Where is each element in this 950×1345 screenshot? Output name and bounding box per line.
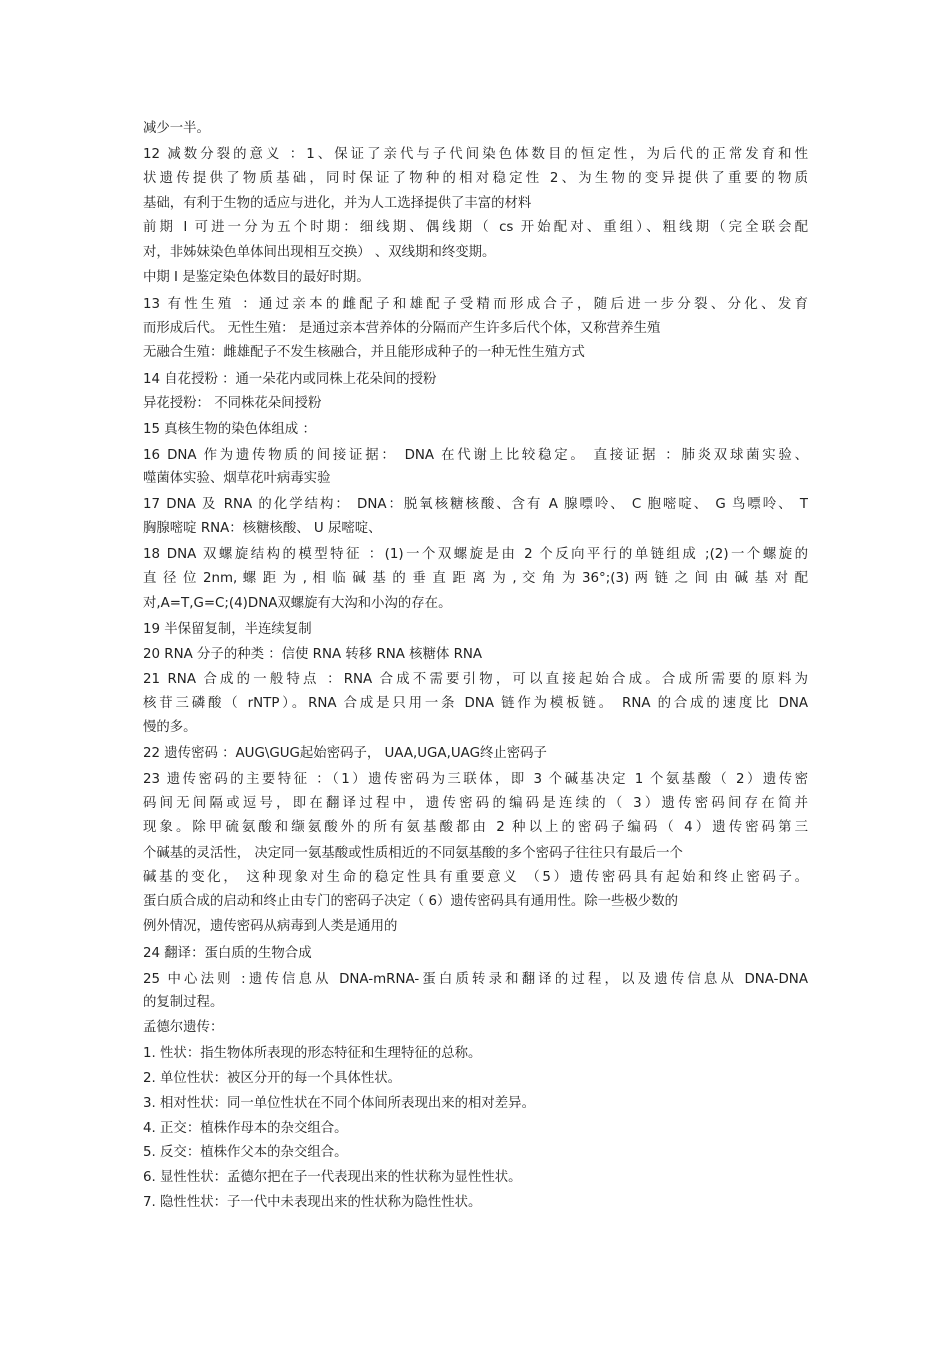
text-line: 例外情况，遗传密码从病毒到人类是通用的 — [143, 919, 398, 934]
text-line: 17 DNA 及 RNA 的化学结构： DNA：脱氧核糖核酸、含有 A 腺嘌呤、 C 胞嘧啶、 G 鸟嘌呤、 T — [143, 497, 808, 512]
text-line: 13 有性生殖 ：通过亲本的雌配子和雄配子受精而形成合子，随后进一步分裂、分化、发育 — [143, 297, 808, 312]
text-line: 21 RNA 合成的一般特点 ：RNA 合成不需要引物，可以直接起始合成。合成所需要的原料为 — [143, 672, 808, 687]
text-line: 噬菌体实验、烟草花叶病毒实验 — [143, 471, 331, 486]
text-line: 20 RNA 分子的种类 ：信使 RNA 转移 RNA 核糖体 RNA — [143, 647, 483, 662]
text-line: 减少一半。 — [143, 121, 210, 136]
list-item: 5. 反交：植株作父本的杂交组合。 — [143, 1145, 348, 1160]
text-line: 异花授粉： 不同株花朵间授粉 — [143, 396, 322, 411]
text-line: 码间无间隔或逗号，即在翻译过程中，遗传密码的编码是连续的（ 3）遗传密码间存在简并 — [143, 796, 808, 811]
text-line: 现象。除甲硫氨酸和缬氨酸外的所有氨基酸都由 2 种以上的密码子编码（ 4）遗传密码第三 — [143, 820, 808, 835]
text-line: 24 翻译：蛋白质的生物合成 — [143, 946, 312, 961]
list-item: 2. 单位性状：被区分开的每一个具体性状。 — [143, 1071, 402, 1086]
text-line: 慢的多。 — [143, 720, 197, 735]
text-line: 22 遗传密码 ：AUG\GUG起始密码子， UAA,UGA,UAG终止密码子 — [143, 746, 547, 761]
list-item: 3. 相对性状：同一单位性状在不同个体间所表现出来的相对差异。 — [143, 1096, 535, 1111]
list-item: 7. 隐性性状：子一代中未表现出来的性状称为隐性性状。 — [143, 1195, 482, 1210]
text-line: 无融合生殖：雌雄配子不发生核融合，并且能形成种子的一种无性生殖方式 — [143, 345, 585, 360]
text-line: 对,A=T,G=C;(4)DNA双螺旋有大沟和小沟的存在。 — [143, 596, 452, 611]
text-line: 12 减数分裂的意义 ：1、保证了亲代与子代间染色体数目的恒定性，为后代的正常发育和性 — [143, 147, 808, 162]
list-item: 4. 正交：植株作母本的杂交组合。 — [143, 1121, 348, 1136]
text-line: 状遗传提供了物质基础，同时保证了物种的相对稳定性 2、为生物的变异提供了重要的物质 — [143, 171, 808, 186]
text-line: 基础，有利于生物的适应与进化，并为人工选择提供了丰富的材料 — [143, 196, 532, 211]
text-line: 孟德尔遗传： — [143, 1020, 224, 1035]
text-line: 而形成后代。 无性生殖： 是通过亲本营养体的分隔而产生许多后代个体，又称营养生殖 — [143, 321, 661, 336]
list-item: 6. 显性性状：孟德尔把在子一代表现出来的性状称为显性性状。 — [143, 1170, 522, 1185]
text-line: 14 自花授粉 ：通一朵花内或同株上花朵间的授粉 — [143, 372, 437, 387]
text-line: 中期 I 是鉴定染色体数目的最好时期。 — [143, 270, 370, 285]
list-item: 1. 性状：指生物体所表现的形态特征和生理特征的总称。 — [143, 1046, 482, 1061]
text-line: 23 遗传密码的主要特征 ：（1）遗传密码为三联体，即 3 个碱基决定 1 个氨基酸（ 2）遗传密 — [143, 772, 808, 787]
text-line: 直 径 位 2nm, 螺 距 为 , 相 临 碱 基 的 垂 直 距 离 为 , 交 角 为 36°;(3) 两 链 之 间 由 碱 基 对 配 — [143, 571, 808, 586]
text-line: 16 DNA 作为遗传物质的间接证据： DNA 在代谢上比较稳定。 直接证据 ：肺炎双球菌实验、 — [143, 448, 808, 463]
text-line: 前期 I 可进一分为五个时期：细线期、偶线期（ cs 开始配对、重组）、粗线期（完全联会配 — [143, 220, 808, 235]
text-line: 胸腺嘧啶 RNA：核糖核酸、 U 尿嘧啶、 — [143, 521, 382, 536]
text-line: 核苷三磷酸（ rNTP）。RNA 合成是只用一条 DNA 链作为模板链。 RNA 的合成的速度比 DNA — [143, 696, 808, 711]
text-line: 19 半保留复制，半连续复制 — [143, 622, 312, 637]
text-line: 蛋白质合成的启动和终止由专门的密码子决定（ 6）遗传密码具有通用性。除一些极少数的 — [143, 894, 679, 909]
text-line: 15 真核生物的染色体组成 ： — [143, 422, 316, 437]
text-line: 对，非姊妹染色单体间出现相互交换） 、双线期和终变期。 — [143, 245, 496, 260]
text-line: 碱基的变化， 这种现象对生命的稳定性具有重要意义 （5）遗传密码具有起始和终止密码子。 — [143, 870, 808, 885]
text-line: 18 DNA 双螺旋结构的模型特征 ：(1)一个双螺旋是由 2 个反向平行的单链组成 ;(2)一个螺旋的 — [143, 547, 808, 562]
text-line: 个碱基的灵活性， 决定同一氨基酸或性质相近的不同氨基酸的多个密码子往往只有最后一个 — [143, 846, 683, 861]
text-line: 的复制过程。 — [143, 995, 224, 1010]
text-line: 25 中心法则 :遗传信息从 DNA-mRNA-蛋白质转录和翻译的过程，以及遗传信息从 DNA-DNA — [143, 972, 808, 987]
